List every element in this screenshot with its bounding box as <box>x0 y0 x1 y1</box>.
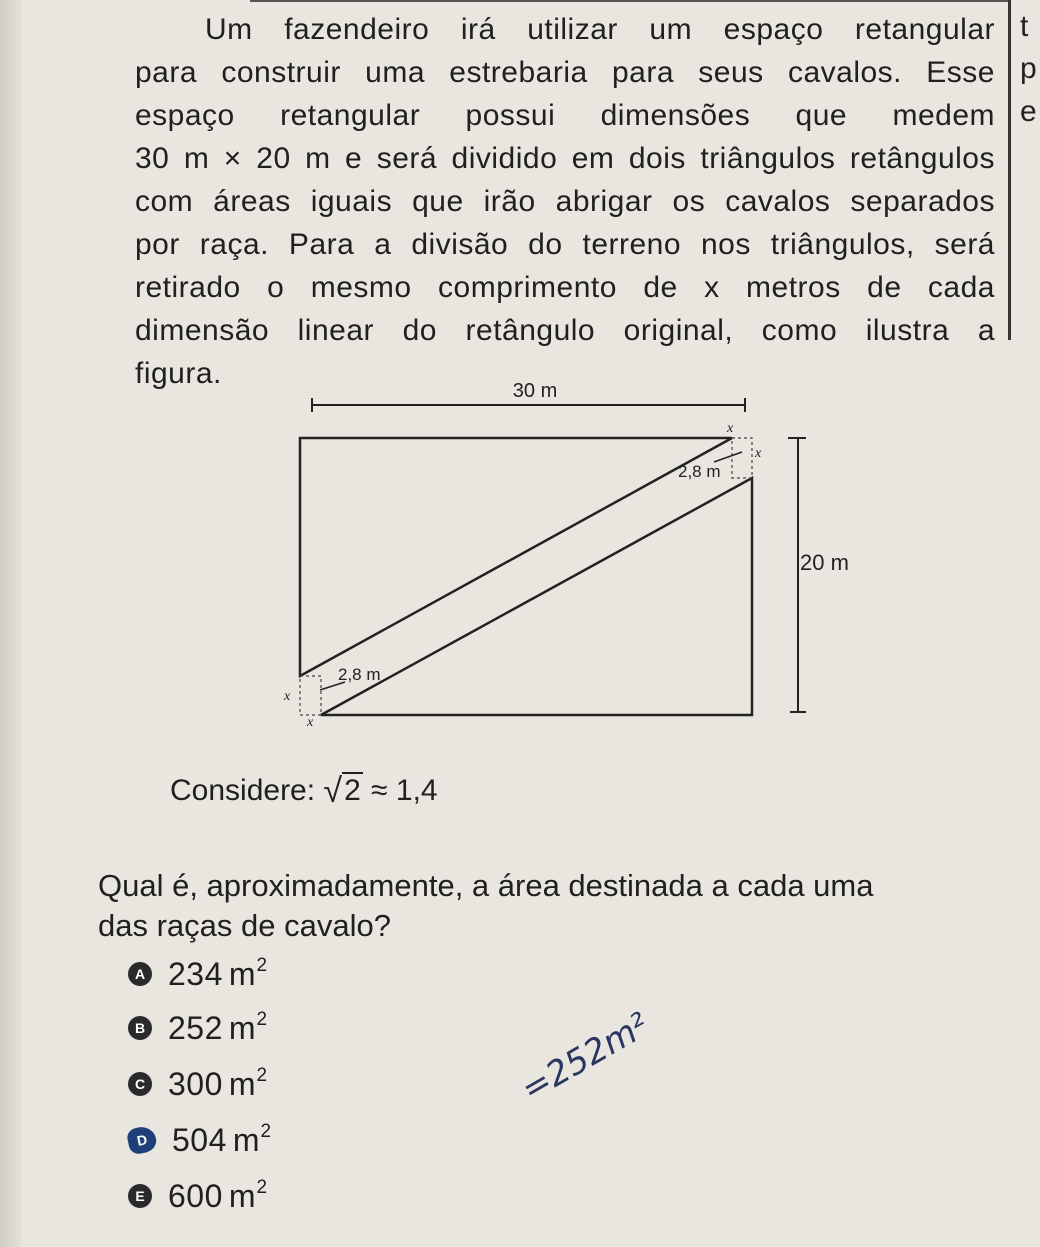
statement-line: Um fazendeiro irá utilizar um espaço retangular <box>205 13 995 46</box>
option-letter-marked: D <box>126 1124 159 1155</box>
statement-line: espaço retangular possui dimensões que medem <box>135 99 995 132</box>
right-column-fragment: t <box>1020 10 1029 43</box>
x-label-top: x <box>727 421 734 436</box>
option-value: 252 <box>168 1009 223 1046</box>
sqrt-radicand: 2 <box>344 774 361 807</box>
option-letter: A <box>128 962 152 986</box>
option-letter: B <box>128 1016 152 1040</box>
sqrt-symbol: √ <box>323 772 343 810</box>
statement-line: retirado o mesmo comprimento de x metros de cada <box>135 271 995 304</box>
option-unit: $m^2$ <box>228 1065 268 1102</box>
question-line: das raças de cavalo? <box>98 908 391 943</box>
statement-line: com áreas iguais que irão abrigar os cavalos separados <box>135 185 995 218</box>
option-value: 234 <box>168 955 223 992</box>
option-unit: $m^2$ <box>228 1009 268 1046</box>
statement-line: figura. <box>135 357 222 390</box>
x-label-right: x <box>755 446 762 461</box>
option-value: 504 <box>172 1121 227 1158</box>
option-unit: $m^2$ <box>228 955 268 992</box>
statement-line: dimensão linear do retângulo original, como ilustra a <box>135 314 995 347</box>
option-unit: $m^2$ <box>228 1177 268 1214</box>
x-label-left: x <box>284 689 291 704</box>
diag-label-bottom: 2,8 m <box>338 665 381 684</box>
option-letter: C <box>128 1072 152 1096</box>
diag-label-top: 2,8 m <box>678 462 721 481</box>
statement-line: por raça. Para a divisão do terreno nos triângulos, será <box>135 228 995 261</box>
option-value: 300 <box>168 1065 223 1102</box>
statement-line: para construir uma estrebaria para seus cavalos. Esse <box>135 56 995 89</box>
considere-approx: ≈ 1,4 <box>362 774 438 807</box>
right-column-fragment: p <box>1020 52 1037 85</box>
question-line: Qual é, aproximadamente, a área destinada a cada uma <box>98 868 874 903</box>
right-column-fragment: e <box>1020 95 1037 128</box>
statement-line: 30 m × 20 m e será dividido em dois triângulos retângulos <box>135 142 995 175</box>
option-unit: $m^2$ <box>232 1121 272 1158</box>
height-label: 20 m <box>800 550 849 575</box>
x-label-bottom: x <box>307 715 314 730</box>
option-letter: E <box>128 1184 152 1208</box>
option-value: 600 <box>168 1177 223 1214</box>
handwritten-answer: =252m² <box>514 1005 656 1110</box>
width-label: 30 m <box>512 380 558 402</box>
considere-prefix: Considere: <box>170 774 324 807</box>
